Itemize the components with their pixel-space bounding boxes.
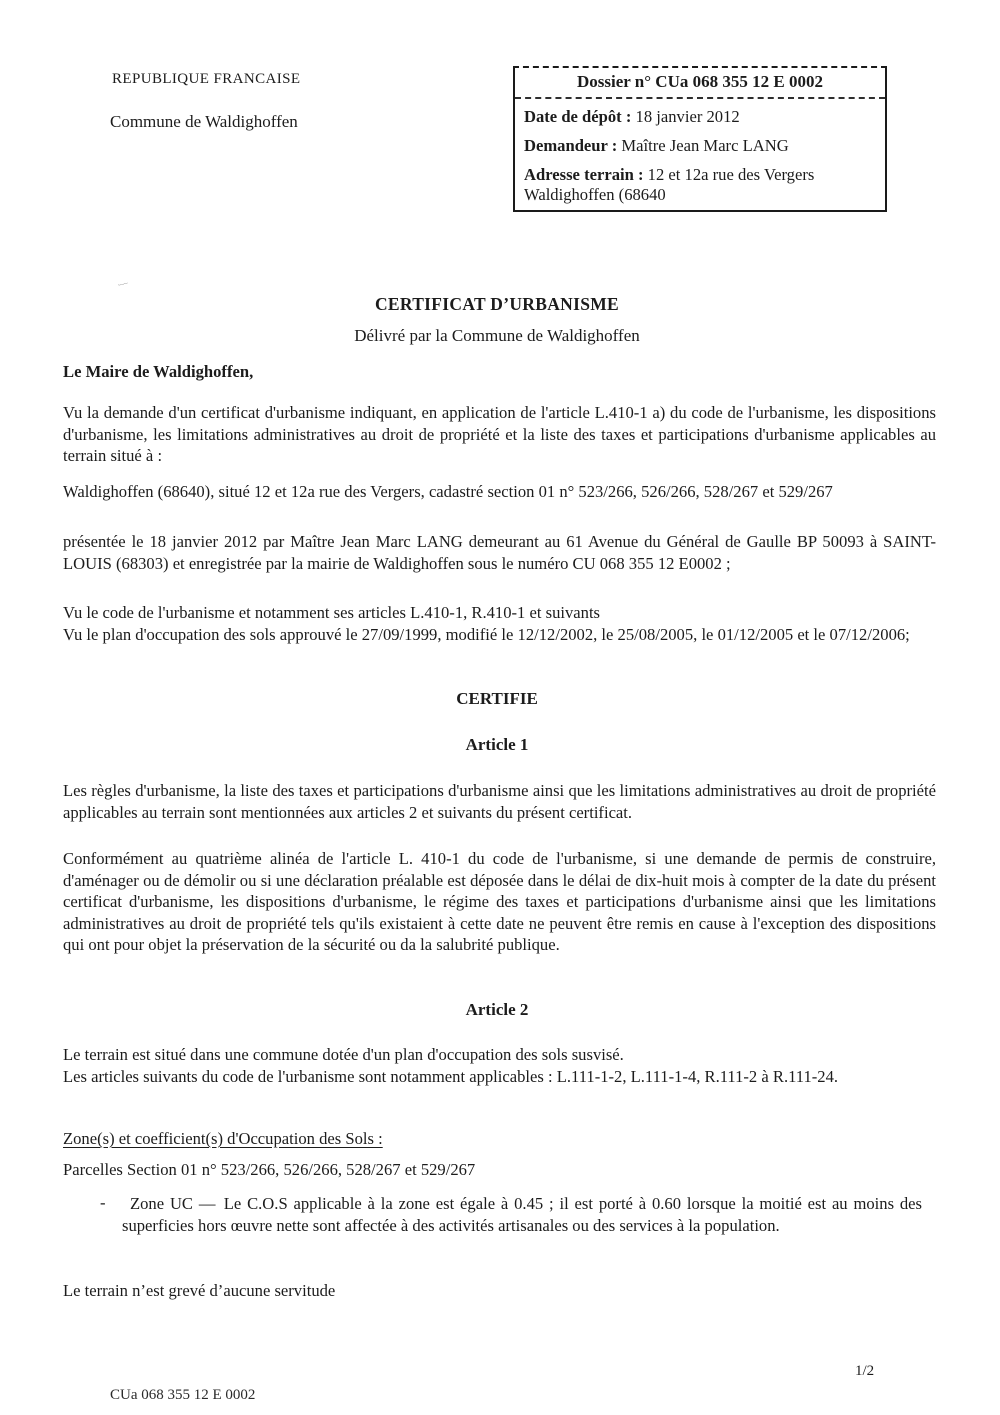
paragraph-article1-regles: Les règles d'urbanisme, la liste des taxes et participations d'urbanisme ainsi que les limitations administratives au droit de propriété applicables au terrain sont mentionnées aux articles 2 et suivants du présent certificat.	[63, 781, 936, 822]
dossier-number: Dossier n° CUa 068 355 12 E 0002	[515, 68, 885, 99]
dossier-info-box	[513, 66, 887, 212]
footer-reference: CUa 068 355 12 E 0002	[110, 1388, 256, 1399]
paragraph-presentee: présentée le 18 janvier 2012 par Maître Jean Marc LANG demeurant au 61 Avenue du Général de Gaulle BP 50093 à SAINT-LOUIS (68303) et enregistrée par la mairie de Waldighoffen sous le numéro CU 068 355 12 E0002 ;	[63, 532, 936, 573]
paragraph-servitude: Le terrain n’est grevé d’aucune servitude	[63, 1281, 336, 1300]
paragraph-article2	[63, 1044, 936, 1087]
salutation: Le Maire de Waldighoffen,	[63, 362, 254, 381]
scan-artifact: ﹏	[116, 275, 128, 288]
document-subtitle: Délivré par la Commune de Waldighoffen	[354, 326, 640, 345]
paragraph-terrain: Waldighoffen (68640), situé 12 et 12a rue des Vergers, cadastré section 01 n° 523/266, 526/266, 528/267 et 529/267	[63, 482, 833, 501]
paragraph-vu-plan: Vu le plan d'occupation des sols approuvé le 27/09/1999, modifié le 12/12/2002, le 25/08/2005, le 01/12/2005 et le 07/12/2006;	[63, 625, 910, 644]
adresse-terrain-value: 12 et 12a rue des Vergers Waldighoffen (68640	[524, 165, 815, 204]
paragraph-parcelles: Parcelles Section 01 n° 523/266, 526/266, 528/267 et 529/267	[63, 1160, 476, 1179]
republic-header: REPUBLIQUE FRANCAISE	[112, 71, 301, 87]
paragraph-vu-code: Vu le code de l'urbanisme et notamment ses articles L.410-1, R.410-1 et suivants	[63, 603, 601, 622]
certifie-heading: CERTIFIE	[456, 689, 538, 708]
adresse-terrain-label: Adresse terrain :	[524, 165, 644, 184]
paragraph-article2-situe: Le terrain est situé dans une commune dotée d'un plan d'occupation des sols susvisé.	[63, 1045, 624, 1064]
dossier-rows	[515, 99, 885, 210]
demandeur-label: Demandeur :	[524, 136, 618, 155]
date-depot-value: 18 janvier 2012	[635, 107, 740, 126]
dossier-row-demandeur	[524, 136, 876, 156]
commune-header: Commune de Waldighoffen	[110, 112, 298, 131]
date-depot-label: Date de dépôt :	[524, 107, 632, 126]
article2-heading: Article 2	[465, 1000, 529, 1019]
article1-heading: Article 1	[465, 735, 529, 754]
page-number: 1/2	[855, 1363, 875, 1379]
dossier-row-adresse	[524, 165, 876, 205]
zones-heading: Zone(s) et coefficient(s) d'Occupation des Sols :	[63, 1129, 383, 1148]
document-title: CERTIFICAT D’URBANISME	[374, 294, 620, 314]
dossier-row-date	[524, 107, 876, 127]
paragraph-article2-articles: Les articles suivants du code de l'urbanisme sont notamment applicables : L.111-1-2, L.111-1-4, R.111-2 à R.111-24.	[63, 1066, 839, 1086]
paragraph-article1-conformement: Conformément au quatrième alinéa de l'article L. 410-1 du code de l'urbanisme, si une demande de permis de construire, d'aménager ou de démolir ou si une déclaration préalable est déposée dans le délai de dix-huit mois à compter de la date du présent certificat d'urbanisme, les dispositions d'urbanisme, le régime des taxes et participations d'urbanisme ainsi que les limitations administratives au droit de propriété tels qu'ils existaient à cette date ne peuvent être remis en cause à l'exception des dispositions qui ont pour objet la préservation de la sécurité ou da la salubrité publique.	[63, 849, 936, 955]
bullet-zone-uc: Zone UC — Le C.O.S applicable à la zone est égale à 0.45 ; il est porté à 0.60 lorsque la moitié est au moins des superficies hors œuvre nette sont affectée à des activités artisanales ou des services à la population.	[122, 1194, 922, 1235]
demandeur-value: Maître Jean Marc LANG	[621, 136, 789, 155]
paragraph-vu-demande: Vu la demande d'un certificat d'urbanisme indiquant, en application de l'article L.410-1 a) du code de l'urbanisme, les dispositions d'urbanisme, les limitations administratives au droit de propriété et la liste des taxes et participations d'urbanisme applicables au terrain situé à :	[63, 403, 936, 466]
bullet-dash: -	[100, 1193, 106, 1212]
